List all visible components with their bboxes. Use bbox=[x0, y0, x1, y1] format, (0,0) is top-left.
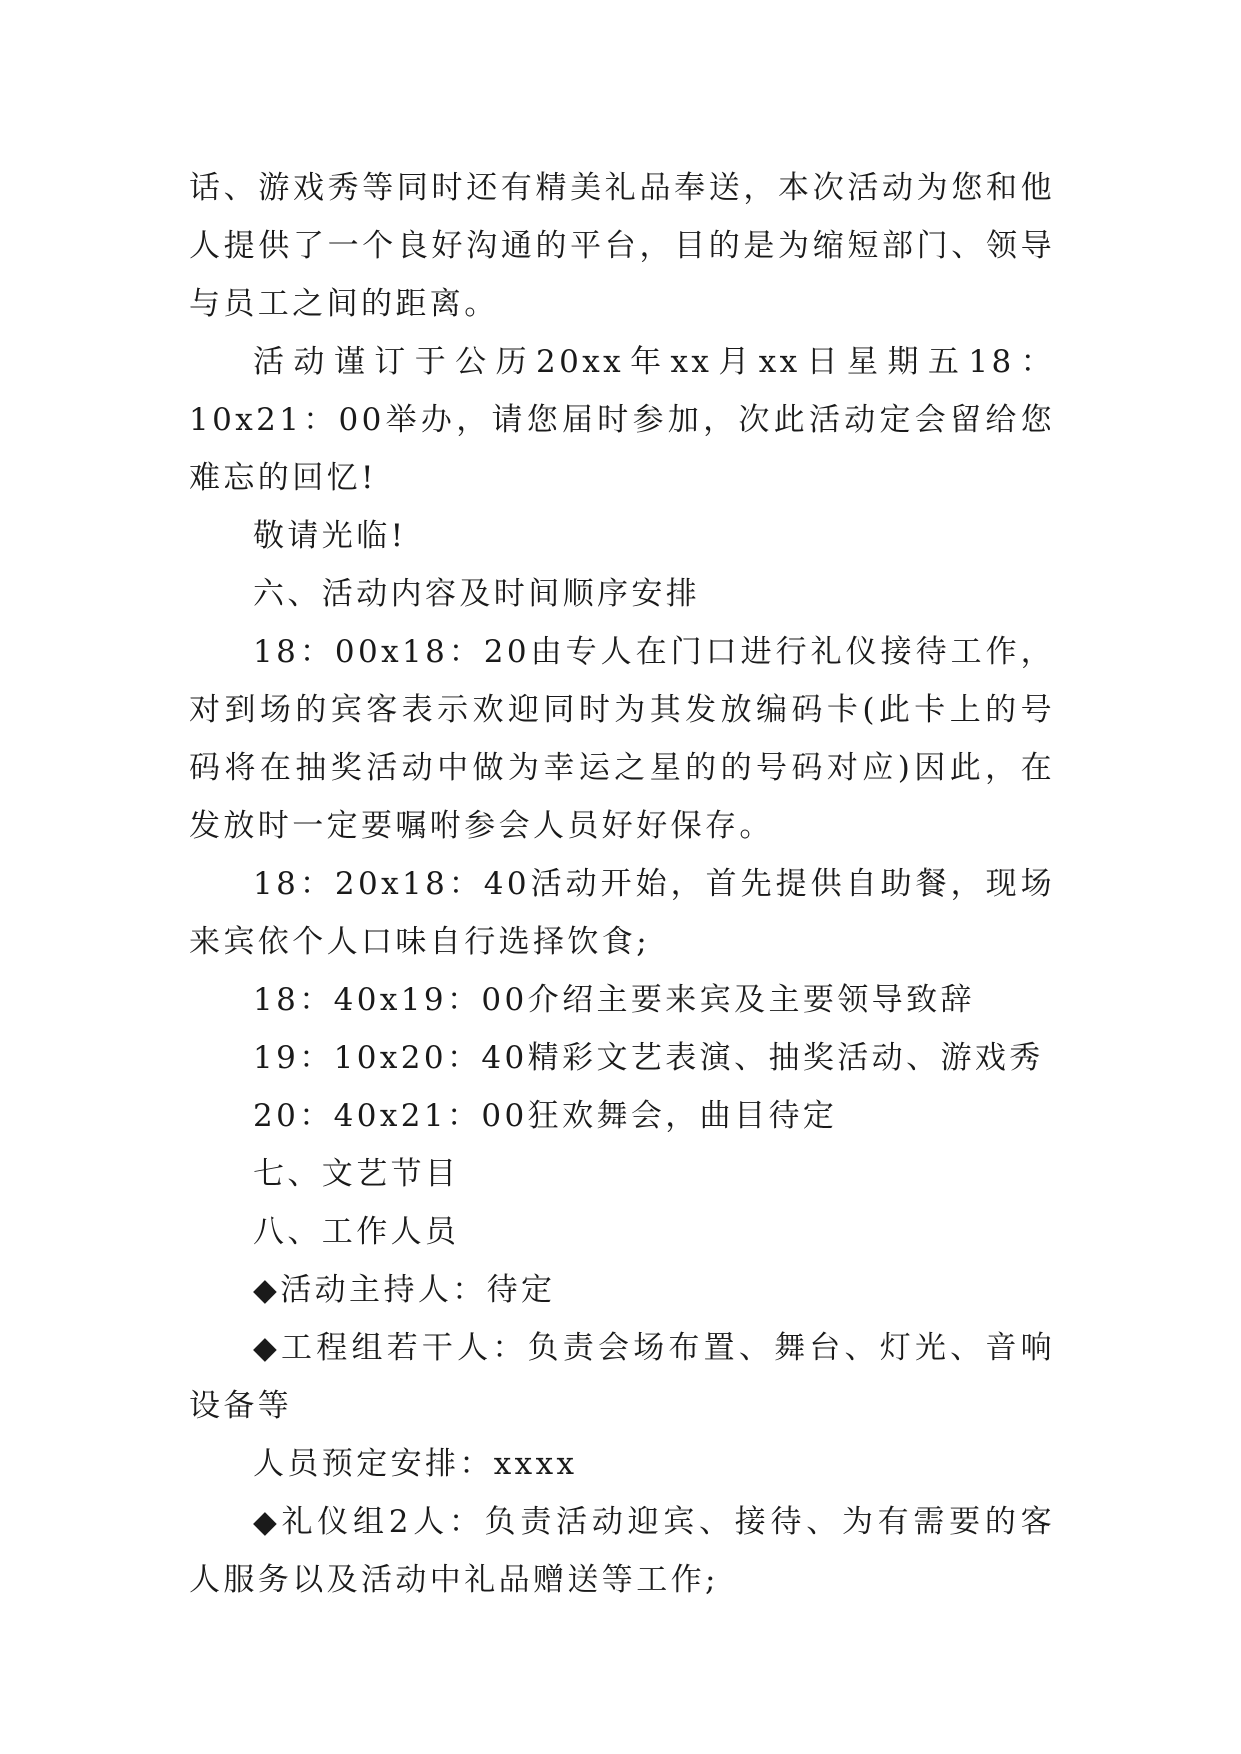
paragraph-intro-continued: 话、游戏秀等同时还有精美礼品奉送，本次活动为您和他人提供了一个良好沟通的平台，目的是为缩短部门、领导与员工之间的距离。 bbox=[189, 170, 1055, 322]
section-heading-staff: 八、工作人员 bbox=[253, 1214, 460, 1250]
schedule-item-speeches: 18：40x19：00介绍主要来宾及主要领导致辞 bbox=[253, 982, 975, 1018]
staff-item-engineering: ◆工程组若干人：负责会场布置、舞台、灯光、音响设备等 bbox=[189, 1330, 1055, 1424]
staff-item-host: ◆活动主持人：待定 bbox=[253, 1272, 556, 1308]
staff-item-etiquette: ◆礼仪组2人：负责活动迎宾、接待、为有需要的客人服务以及活动中礼品赠送等工作; bbox=[189, 1504, 1055, 1598]
schedule-item-performances: 19：10x20：40精彩文艺表演、抽奖活动、游戏秀 bbox=[253, 1040, 1044, 1076]
schedule-item-reception: 18：00x18：20由专人在门口进行礼仪接待工作，对到场的宾客表示欢迎同时为其发放编码卡(此卡上的号码将在抽奖活动中做为幸运之星的的号码对应)因此，在发放时一定要嘱咐参会人员好好保存。 bbox=[189, 634, 1055, 844]
section-heading-schedule: 六、活动内容及时间顺序安排 bbox=[253, 576, 701, 612]
document-body bbox=[189, 159, 1055, 1609]
schedule-item-buffet: 18：20x18：40活动开始，首先提供自助餐，现场来宾依个人口味自行选择饮食; bbox=[189, 866, 1055, 960]
section-heading-programs: 七、文艺节目 bbox=[253, 1156, 460, 1192]
staff-arrangement: 人员预定安排：xxxx bbox=[253, 1446, 578, 1482]
schedule-item-dance: 20：40x21：00狂欢舞会，曲目待定 bbox=[253, 1098, 838, 1134]
paragraph-invitation: 敬请光临! bbox=[253, 518, 407, 554]
paragraph-event-time: 活动谨订于公历20xx年xx月xx日星期五18：10x21：00举办，请您届时参加，次此活动定会留给您难忘的回忆! bbox=[189, 344, 1055, 496]
